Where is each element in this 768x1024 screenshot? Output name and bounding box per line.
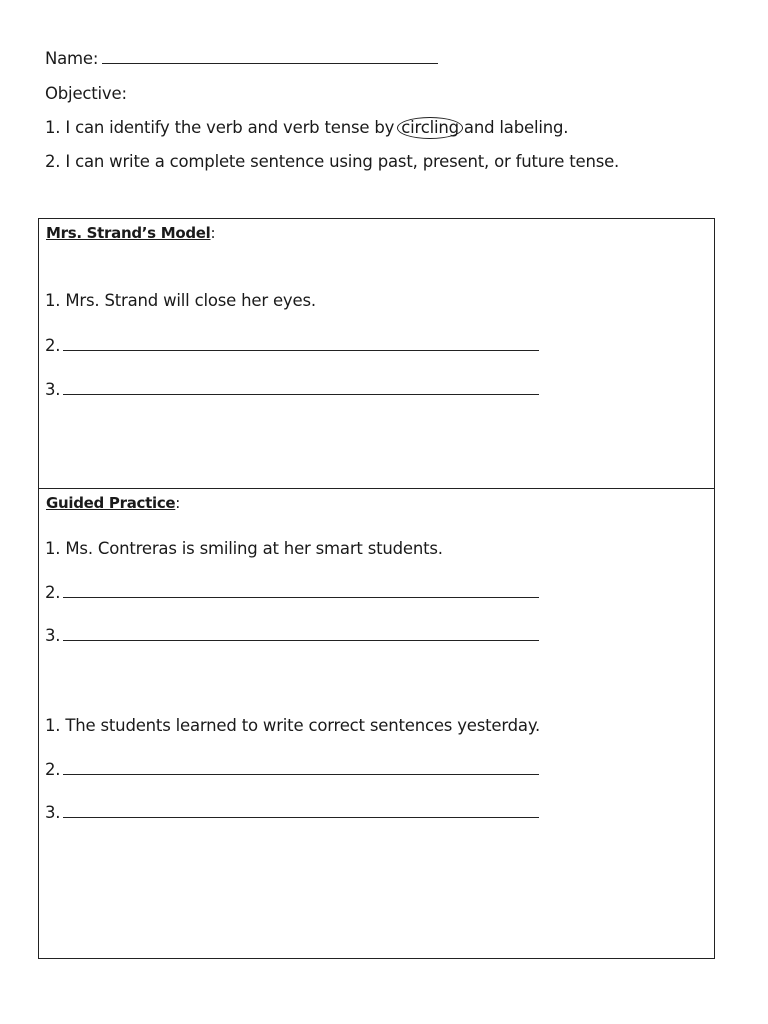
guided-ex2-blank-row-2	[45, 760, 539, 780]
objective-1-prefix: 1. I can identify the verb and verb tense by	[45, 118, 400, 137]
objective-1-suffix: and labeling.	[458, 118, 569, 137]
guided-ex2-blank-2-number: 2.	[45, 760, 61, 779]
guided-ex1-blank-row-2	[45, 583, 539, 603]
guided-ex2-blank-row-3	[45, 803, 539, 823]
model-sentence: 1. Mrs. Strand will close her eyes.	[45, 291, 316, 310]
guided-ex1-blank-2-number: 2.	[45, 583, 61, 602]
model-section-box	[38, 218, 715, 489]
guided-section-box	[38, 488, 715, 959]
objective-1	[45, 118, 568, 138]
objective-2: 2. I can write a complete sentence using past, present, or future tense.	[45, 152, 620, 171]
objective-1-circled-word: circling	[397, 117, 463, 139]
guided-ex2-sentence: 1. The students learned to write correct sentences yesterday.	[45, 716, 541, 735]
guided-ex1-blank-row-3	[45, 626, 539, 646]
model-blank-2-field[interactable]	[63, 336, 539, 351]
name-label: Name:	[45, 49, 99, 68]
guided-ex1-sentence: 1. Ms. Contreras is smiling at her smart students.	[45, 539, 443, 558]
model-title-text: Mrs. Strand’s Model	[46, 224, 211, 242]
model-blank-row-2	[45, 336, 539, 356]
guided-ex2-blank-3-number: 3.	[45, 803, 61, 822]
guided-section-title	[46, 493, 180, 513]
name-blank-field[interactable]	[102, 48, 438, 64]
guided-ex1-blank-3-number: 3.	[45, 626, 61, 645]
guided-title-colon: :	[175, 494, 181, 512]
model-title-colon: :	[210, 224, 216, 242]
guided-ex1-blank-2-field[interactable]	[63, 583, 539, 598]
model-blank-3-number: 3.	[45, 380, 61, 399]
name-line	[45, 48, 438, 69]
guided-ex2-blank-3-field[interactable]	[63, 803, 539, 818]
guided-title-text: Guided Practice	[46, 494, 176, 512]
model-section-title	[46, 223, 215, 243]
model-blank-row-3	[45, 380, 539, 400]
guided-ex2-blank-2-field[interactable]	[63, 760, 539, 775]
guided-ex1-blank-3-field[interactable]	[63, 626, 539, 641]
model-blank-2-number: 2.	[45, 336, 61, 355]
model-blank-3-field[interactable]	[63, 380, 539, 395]
objective-heading: Objective:	[45, 84, 127, 103]
